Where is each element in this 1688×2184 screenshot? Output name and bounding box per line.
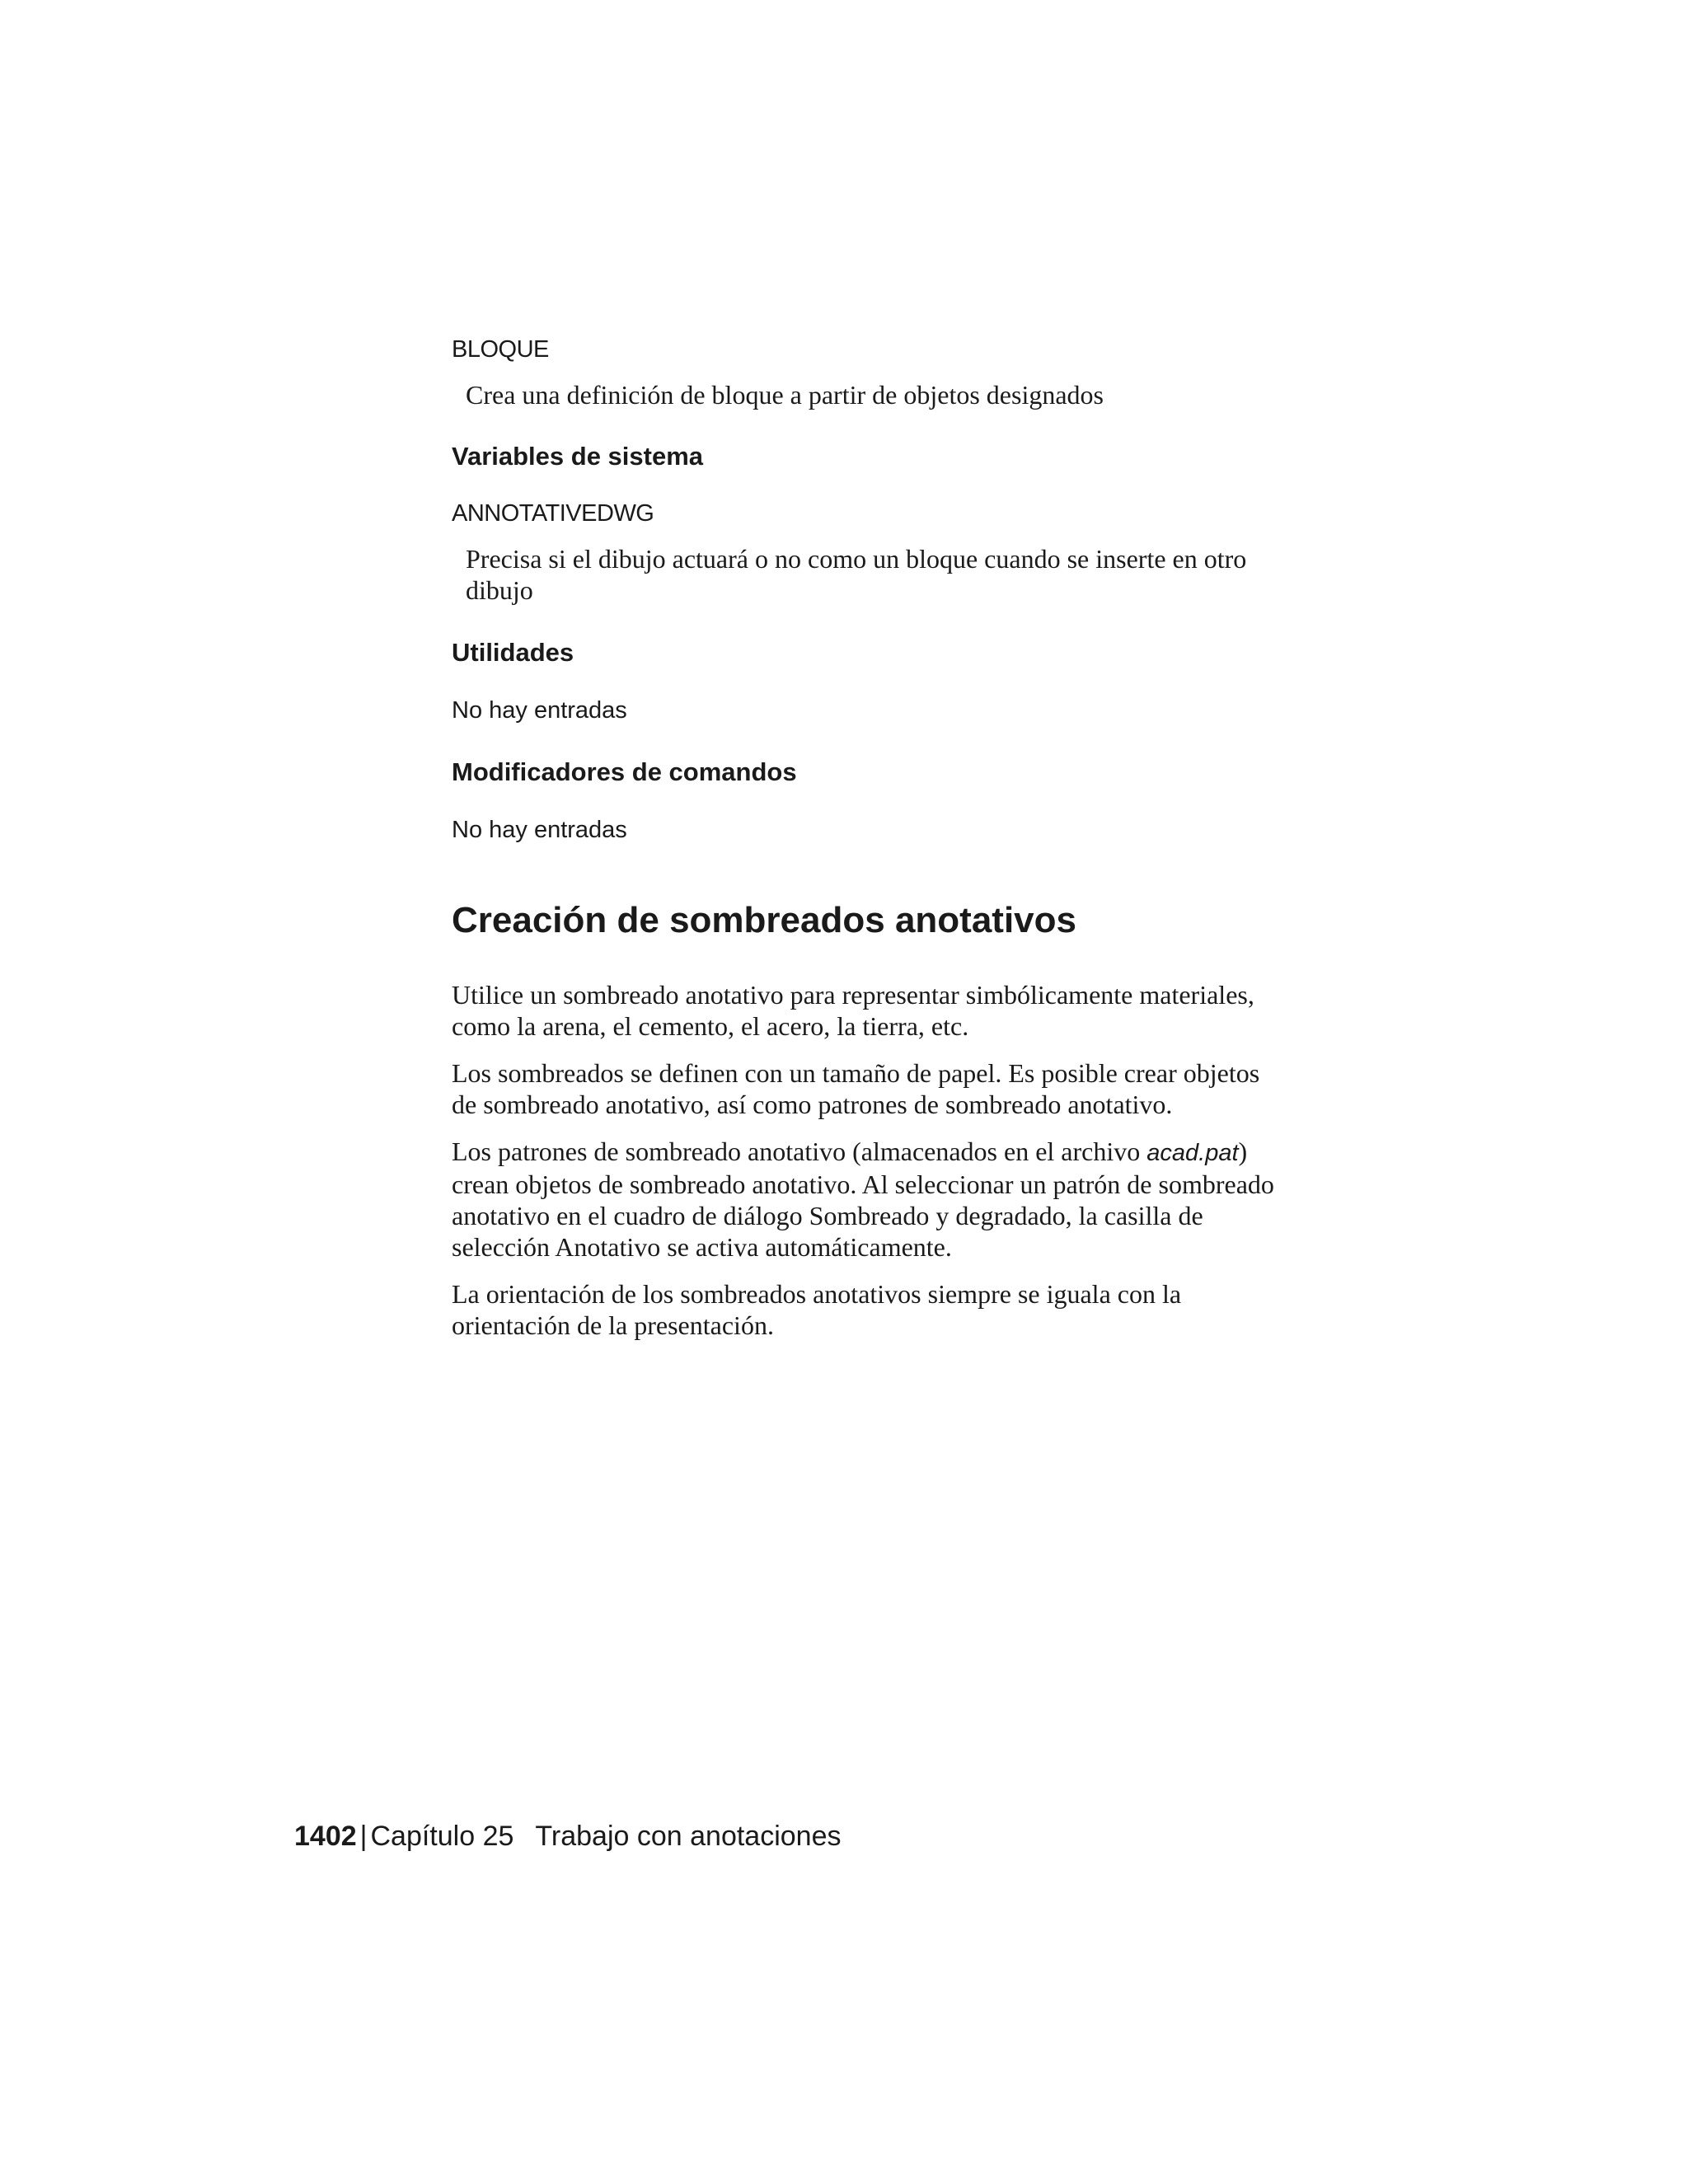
paragraph-line: anotativo en el cuadro de diálogo Sombreado y degradado, la casilla de <box>452 1201 1203 1230</box>
paragraph <box>452 1057 1342 1120</box>
page-content <box>452 334 1342 1341</box>
sysvar-description-line: dibujo <box>466 575 533 605</box>
paragraph <box>452 1278 1342 1341</box>
paragraph <box>452 979 1342 1042</box>
page-footer <box>294 1818 842 1854</box>
paragraph-line: como la arena, el cemento, el acero, la tierra, etc. <box>452 1011 969 1041</box>
paragraph-line: de sombreado anotativo, así como patrones de sombreado anotativo. <box>452 1090 1173 1119</box>
chapter-title: Trabajo con anotaciones <box>535 1821 842 1852</box>
utilities-heading: Utilidades <box>452 638 574 667</box>
utilities-value: No hay entradas <box>452 697 627 724</box>
paragraph-line: Utilice un sombreado anotativo para representar simbólicamente materiales, <box>452 980 1254 1010</box>
paragraph-line: crean objetos de sombreado anotativo. Al seleccionar un patrón de sombreado <box>452 1169 1274 1199</box>
sysvars-heading: Variables de sistema <box>452 442 704 471</box>
page-number: 1402 <box>294 1821 357 1852</box>
paragraph-line: Los sombreados se definen con un tamaño de papel. Es posible crear objetos <box>452 1058 1260 1088</box>
sysvar-description <box>452 543 1342 606</box>
paragraph-text: ) <box>1238 1137 1248 1166</box>
paragraph-line: orientación de la presentación. <box>452 1310 774 1340</box>
command-description: Crea una definición de bloque a partir de objetos designados <box>466 380 1104 410</box>
paragraph-line <box>452 1136 1342 1169</box>
sysvar-name: ANNOTATIVEDWG <box>452 500 654 527</box>
paragraph-line: selección Anotativo se activa automáticamente. <box>452 1232 952 1262</box>
modifiers-heading: Modificadores de comandos <box>452 757 797 786</box>
chapter-label: Capítulo 25 <box>370 1821 514 1852</box>
paragraph-line: La orientación de los sombreados anotativos siempre se iguala con la <box>452 1279 1182 1309</box>
modifiers-value: No hay entradas <box>452 817 627 843</box>
sysvar-description-line: Precisa si el dibujo actuará o no como un bloque cuando se inserte en otro <box>466 544 1247 574</box>
paragraph <box>452 1136 1342 1263</box>
filename-text: acad.pat <box>1146 1140 1239 1166</box>
footer-separator: | <box>359 1821 368 1852</box>
section-title: Creación de sombreados anotativos <box>452 900 1076 940</box>
paragraph-text: Los patrones de sombreado anotativo (almacenados en el archivo <box>452 1137 1147 1166</box>
command-name: BLOQUE <box>452 336 549 363</box>
